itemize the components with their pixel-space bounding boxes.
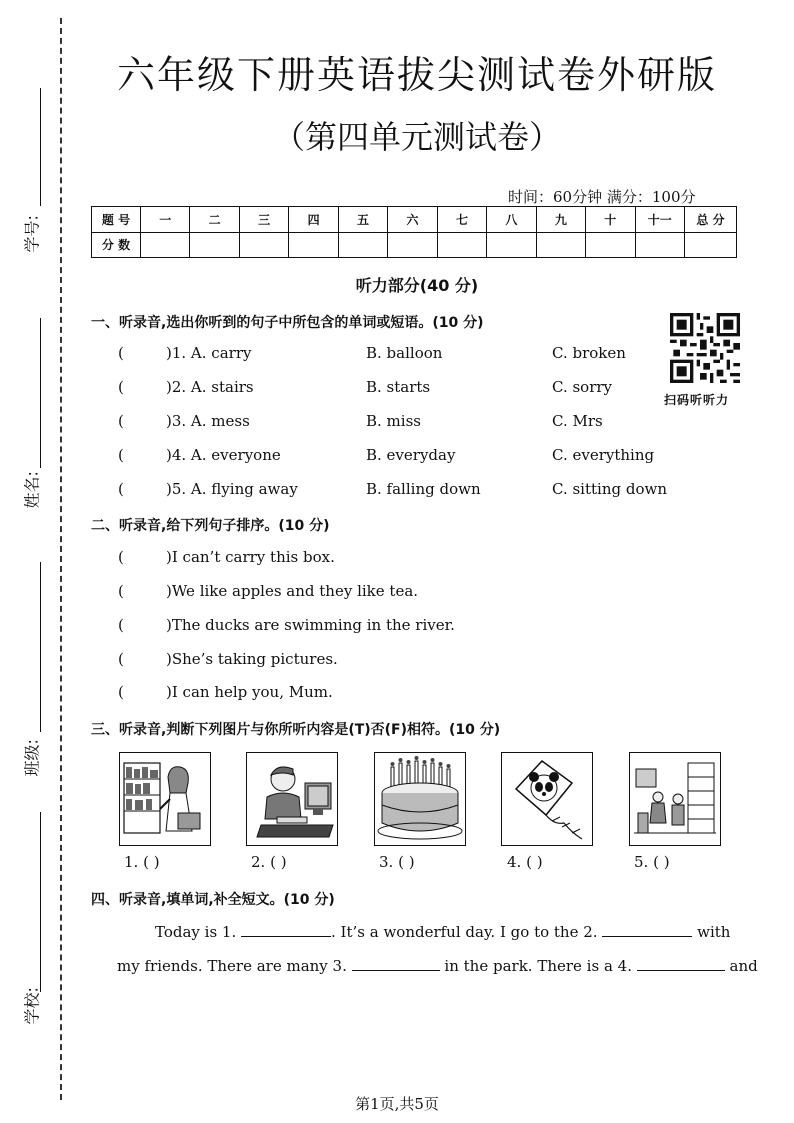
picture-answer-4[interactable]: 4. ( ) [507, 853, 543, 871]
question-option-a: )5. A. flying away [166, 480, 298, 498]
picture-street-scene [629, 752, 721, 846]
birthday-cake-icon [375, 753, 465, 845]
score-row-label: 分 数 [92, 232, 141, 258]
class-label: 班级: [22, 739, 42, 777]
question-option-b: B. balloon [366, 344, 443, 362]
question-option-b: B. falling down [366, 480, 481, 498]
question-option-c: C. Mrs [552, 412, 603, 430]
score-cell: 三 [239, 207, 288, 233]
score-input-cell[interactable] [190, 232, 239, 258]
page-footer: 第1页,共5页 [355, 1095, 439, 1113]
school-line [40, 812, 41, 992]
score-cell: 二 [190, 207, 239, 233]
qr-code-icon[interactable] [670, 313, 740, 383]
school-label: 学校: [22, 987, 42, 1025]
score-input-cell[interactable] [487, 232, 536, 258]
answer-bracket[interactable]: ( [118, 650, 124, 668]
passage-line-1 [155, 922, 730, 941]
score-cell: 总 分 [685, 207, 737, 233]
section2-heading: 二、听录音,给下列句子排序。(10 分) [91, 518, 330, 534]
answer-bracket[interactable]: ( [118, 446, 124, 464]
qr-code-label: 扫码听听力 [664, 393, 730, 407]
answer-bracket[interactable]: ( [118, 616, 124, 634]
question-option-a: )3. A. mess [166, 412, 250, 430]
question-option-c: C. sorry [552, 378, 613, 396]
fill-blank-2[interactable] [602, 922, 692, 937]
score-input-cell[interactable] [536, 232, 585, 258]
class-line [40, 562, 41, 732]
score-cell: 六 [388, 207, 437, 233]
page-title: 六年级下册英语拔尖测试卷外研版 [116, 53, 717, 97]
picture-answer-5[interactable]: 5. ( ) [634, 853, 670, 871]
passage-text: my friends. There are many 3. [117, 957, 347, 975]
score-table-score-row [92, 232, 737, 258]
page-subtitle: （第四单元测试卷） [272, 118, 561, 156]
computer-boy-icon [247, 753, 337, 845]
score-input-cell[interactable] [338, 232, 387, 258]
score-cell: 四 [289, 207, 338, 233]
section1-heading: 一、听录音,选出你听到的句子中所包含的单词或短语。(10 分) [91, 315, 484, 331]
fill-blank-1[interactable] [241, 922, 331, 937]
question-option-c: C. broken [552, 344, 626, 362]
ordering-sentence: )We like apples and they like tea. [166, 582, 419, 600]
listening-part-title: 听力部分(40 分) [355, 276, 479, 295]
question-option-b: B. miss [366, 412, 421, 430]
answer-bracket[interactable]: ( [118, 548, 124, 566]
section4-heading: 四、听录音,填单词,补全短文。(10 分) [91, 892, 335, 908]
score-cell: 十 [586, 207, 635, 233]
answer-bracket[interactable]: ( [118, 378, 124, 396]
student-no-label: 学号: [22, 215, 42, 253]
time-info: 时间：60分钟 满分：100分 [508, 188, 696, 206]
answer-bracket[interactable]: ( [118, 412, 124, 430]
answer-bracket[interactable]: ( [118, 344, 124, 362]
section3-heading: 三、听录音,判断下列图片与你所听内容是(T)否(F)相符。(10 分) [91, 722, 501, 738]
picture-answer-3[interactable]: 3. ( ) [379, 853, 415, 871]
question-option-b: B. starts [366, 378, 431, 396]
score-input-cell[interactable] [388, 232, 437, 258]
street-scene-icon [630, 753, 720, 845]
passage-text: Today is 1. [155, 923, 237, 941]
score-cell: 十一 [635, 207, 684, 233]
name-line [40, 318, 41, 468]
score-input-cell[interactable] [239, 232, 288, 258]
passage-line-2 [117, 956, 758, 975]
binding-dashed-line [60, 18, 62, 1100]
score-cell: 八 [487, 207, 536, 233]
ordering-sentence: )I can help you, Mum. [166, 683, 333, 701]
ordering-sentence: )I can’t carry this box. [166, 548, 335, 566]
passage-text: and [729, 957, 758, 975]
student-no-line [40, 88, 41, 206]
fill-blank-3[interactable] [352, 956, 440, 971]
question-option-a: )2. A. stairs [166, 378, 254, 396]
passage-text: with [697, 923, 731, 941]
ordering-sentence: )The ducks are swimming in the river. [166, 616, 455, 634]
score-input-cell[interactable] [586, 232, 635, 258]
panda-kite-icon [502, 753, 592, 845]
score-cell: 九 [536, 207, 585, 233]
picture-panda-kite [501, 752, 593, 846]
answer-bracket[interactable]: ( [118, 582, 124, 600]
answer-bracket[interactable]: ( [118, 683, 124, 701]
picture-girl-shopping [119, 752, 211, 846]
score-input-cell[interactable] [635, 232, 684, 258]
passage-text: . It’s a wonderful day. I go to the 2. [331, 923, 598, 941]
picture-birthday-cake [374, 752, 466, 846]
question-option-b: B. everyday [366, 446, 456, 464]
score-cell: 七 [437, 207, 486, 233]
score-cell: 题 号 [92, 207, 141, 233]
passage-text: in the park. There is a 4. [444, 957, 632, 975]
fill-blank-4[interactable] [637, 956, 725, 971]
name-label: 姓名: [22, 471, 42, 509]
score-input-cell[interactable] [437, 232, 486, 258]
score-cell: 五 [338, 207, 387, 233]
score-input-cell[interactable] [141, 232, 190, 258]
score-input-cell[interactable] [289, 232, 338, 258]
picture-answer-2[interactable]: 2. ( ) [251, 853, 287, 871]
score-table-header-row [92, 207, 737, 233]
question-option-a: )1. A. carry [166, 344, 252, 362]
score-input-cell[interactable] [685, 232, 737, 258]
question-option-c: C. sitting down [552, 480, 667, 498]
score-table [91, 206, 737, 258]
picture-boy-computer [246, 752, 338, 846]
answer-bracket[interactable]: ( [118, 480, 124, 498]
score-cell: 一 [141, 207, 190, 233]
shopping-girl-icon [120, 753, 210, 845]
picture-answer-1[interactable]: 1. ( ) [124, 853, 160, 871]
question-option-c: C. everything [552, 446, 655, 464]
question-option-a: )4. A. everyone [166, 446, 281, 464]
ordering-sentence: )She’s taking pictures. [166, 650, 338, 668]
